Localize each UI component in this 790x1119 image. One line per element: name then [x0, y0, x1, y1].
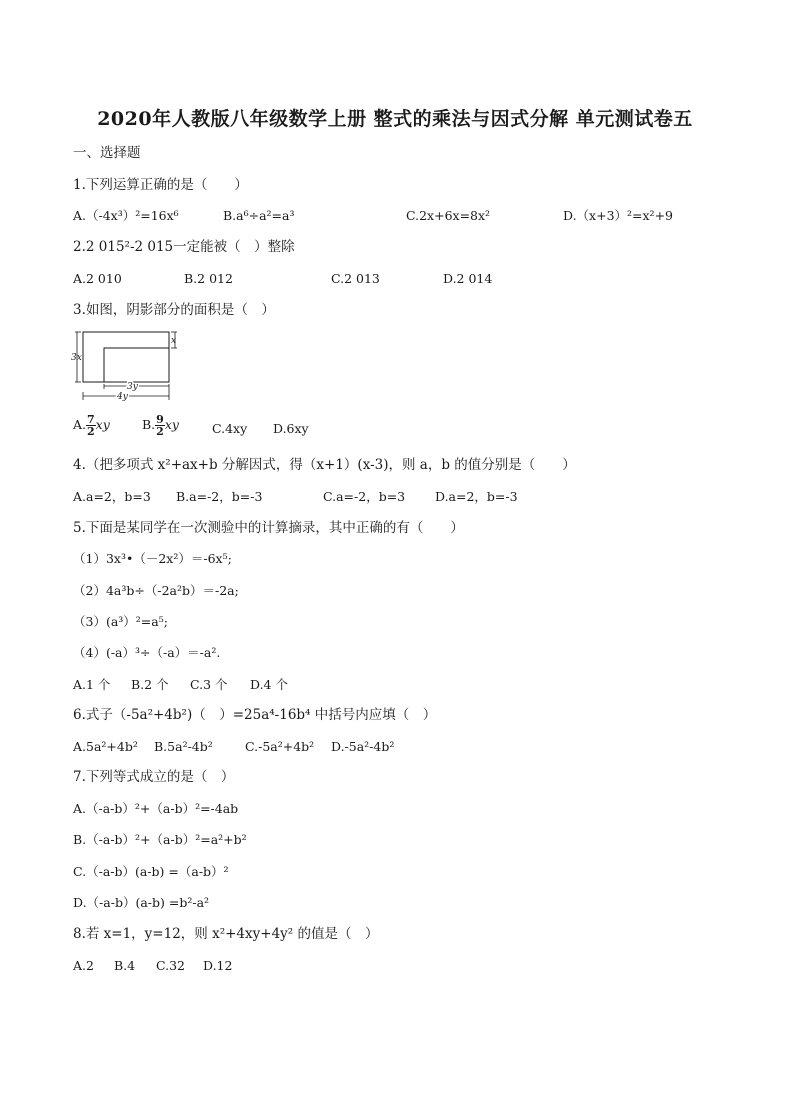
q8-option-c: C.32 [156, 958, 185, 973]
q5-option-c: C.3 个 [190, 677, 228, 692]
q1-option-c: C.2x+6x=8x² [406, 208, 491, 223]
q1-option-d: D.（x+3）²=x²+9 [563, 208, 673, 223]
q3-option-c: C.4xy [212, 421, 248, 436]
q5-item-3: （3）(a³）²=a⁵; [73, 614, 168, 629]
q3-option-d: D.6xy [273, 421, 309, 436]
q6-option-c: C.-5a²+4b² [245, 739, 315, 754]
q5-item-4: （4）(-a）³÷（-a）＝-a². [73, 645, 221, 660]
shaded-area-figure [71, 328, 183, 404]
question-1-stem: 1.下列运算正确的是（ ） [73, 177, 248, 193]
q4-option-c: C.a=-2，b=3 [323, 489, 406, 504]
question-2-stem: 2.2 015²-2 015一定能被（ ）整除 [73, 239, 295, 255]
q2-option-b: B.2 012 [184, 271, 233, 286]
q5-item-1: （1）3x³•（－2x²）＝-6x⁵; [73, 551, 232, 566]
q5-option-d: D.4 个 [250, 677, 288, 692]
q2-option-d: D.2 014 [443, 271, 493, 286]
q2-option-a: A.2 010 [73, 271, 122, 286]
question-5-stem: 5.下面是某同学在一次测验中的计算摘录，其中正确的有（ ） [73, 520, 464, 536]
q1-option-b: B.a⁶÷a²=a³ [223, 208, 295, 223]
page-title: 2020年人教版八年级数学上册 整式的乘法与因式分解 单元测试卷五 [97, 108, 693, 130]
label-x: x [171, 336, 177, 346]
label-4y: 4y [117, 392, 128, 402]
q7-option-b: B.（-a-b）²+（a-b）²=a²+b² [73, 832, 247, 847]
q6-option-d: D.-5a²-4b² [331, 739, 395, 754]
label-3y: 3y [127, 382, 138, 392]
q8-option-b: B.4 [114, 958, 136, 973]
q5-option-a: A.1 个 [73, 677, 111, 692]
q7-option-d: D.（-a-b）(a-b) =b²-a² [73, 895, 210, 910]
question-3-stem: 3.如图，阴影部分的面积是（ ） [73, 302, 275, 318]
q3-option-b: B. $\frac{9}{2}$ xy [142, 413, 179, 438]
q7-option-c: C.（-a-b）(a-b) =（a-b）² [73, 864, 229, 879]
label-3x: 3x [71, 353, 82, 363]
question-4-stem: 4.（把多项式 x²+ax+b 分解因式，得（x+1）(x-3)，则 a，b 的值分别是（ ） [73, 457, 576, 473]
q5-option-b: B.2 个 [131, 677, 169, 692]
q1-option-a: A.（-4x³）²=16x⁶ [73, 208, 179, 223]
inner-rectangle [104, 348, 169, 382]
q6-option-b: B.5a²-4b² [154, 739, 213, 754]
question-6-stem: 6.式子（-5a²+4b²)（ ）=25a⁴-16b⁴ 中括号内应填（ ） [73, 707, 437, 723]
q5-item-2: （2）4a³b÷（-2a²b）＝-2a; [73, 583, 239, 598]
question-7-stem: 7.下列等式成立的是（ ） [73, 769, 235, 785]
question-8-stem: 8.若 x=1，y=12，则 x²+4xy+4y² 的值是（ ） [73, 926, 379, 942]
q2-option-c: C.2 013 [331, 271, 380, 286]
q4-option-d: D.a=2，b=-3 [435, 489, 518, 504]
q7-option-a: A.（-a-b）²+（a-b）²=-4ab [73, 801, 239, 816]
q8-option-a: A.2 [73, 958, 94, 973]
q8-option-d: D.12 [203, 958, 233, 973]
q4-option-a: A.a=2，b=3 [73, 489, 151, 504]
q6-option-a: A.5a²+4b² [73, 739, 138, 754]
section-heading: 一、选择题 [73, 145, 141, 161]
q4-option-b: B.a=-2，b=-3 [176, 489, 263, 504]
q3-option-a: A. $\frac{7}{2}$ xy [73, 413, 110, 438]
